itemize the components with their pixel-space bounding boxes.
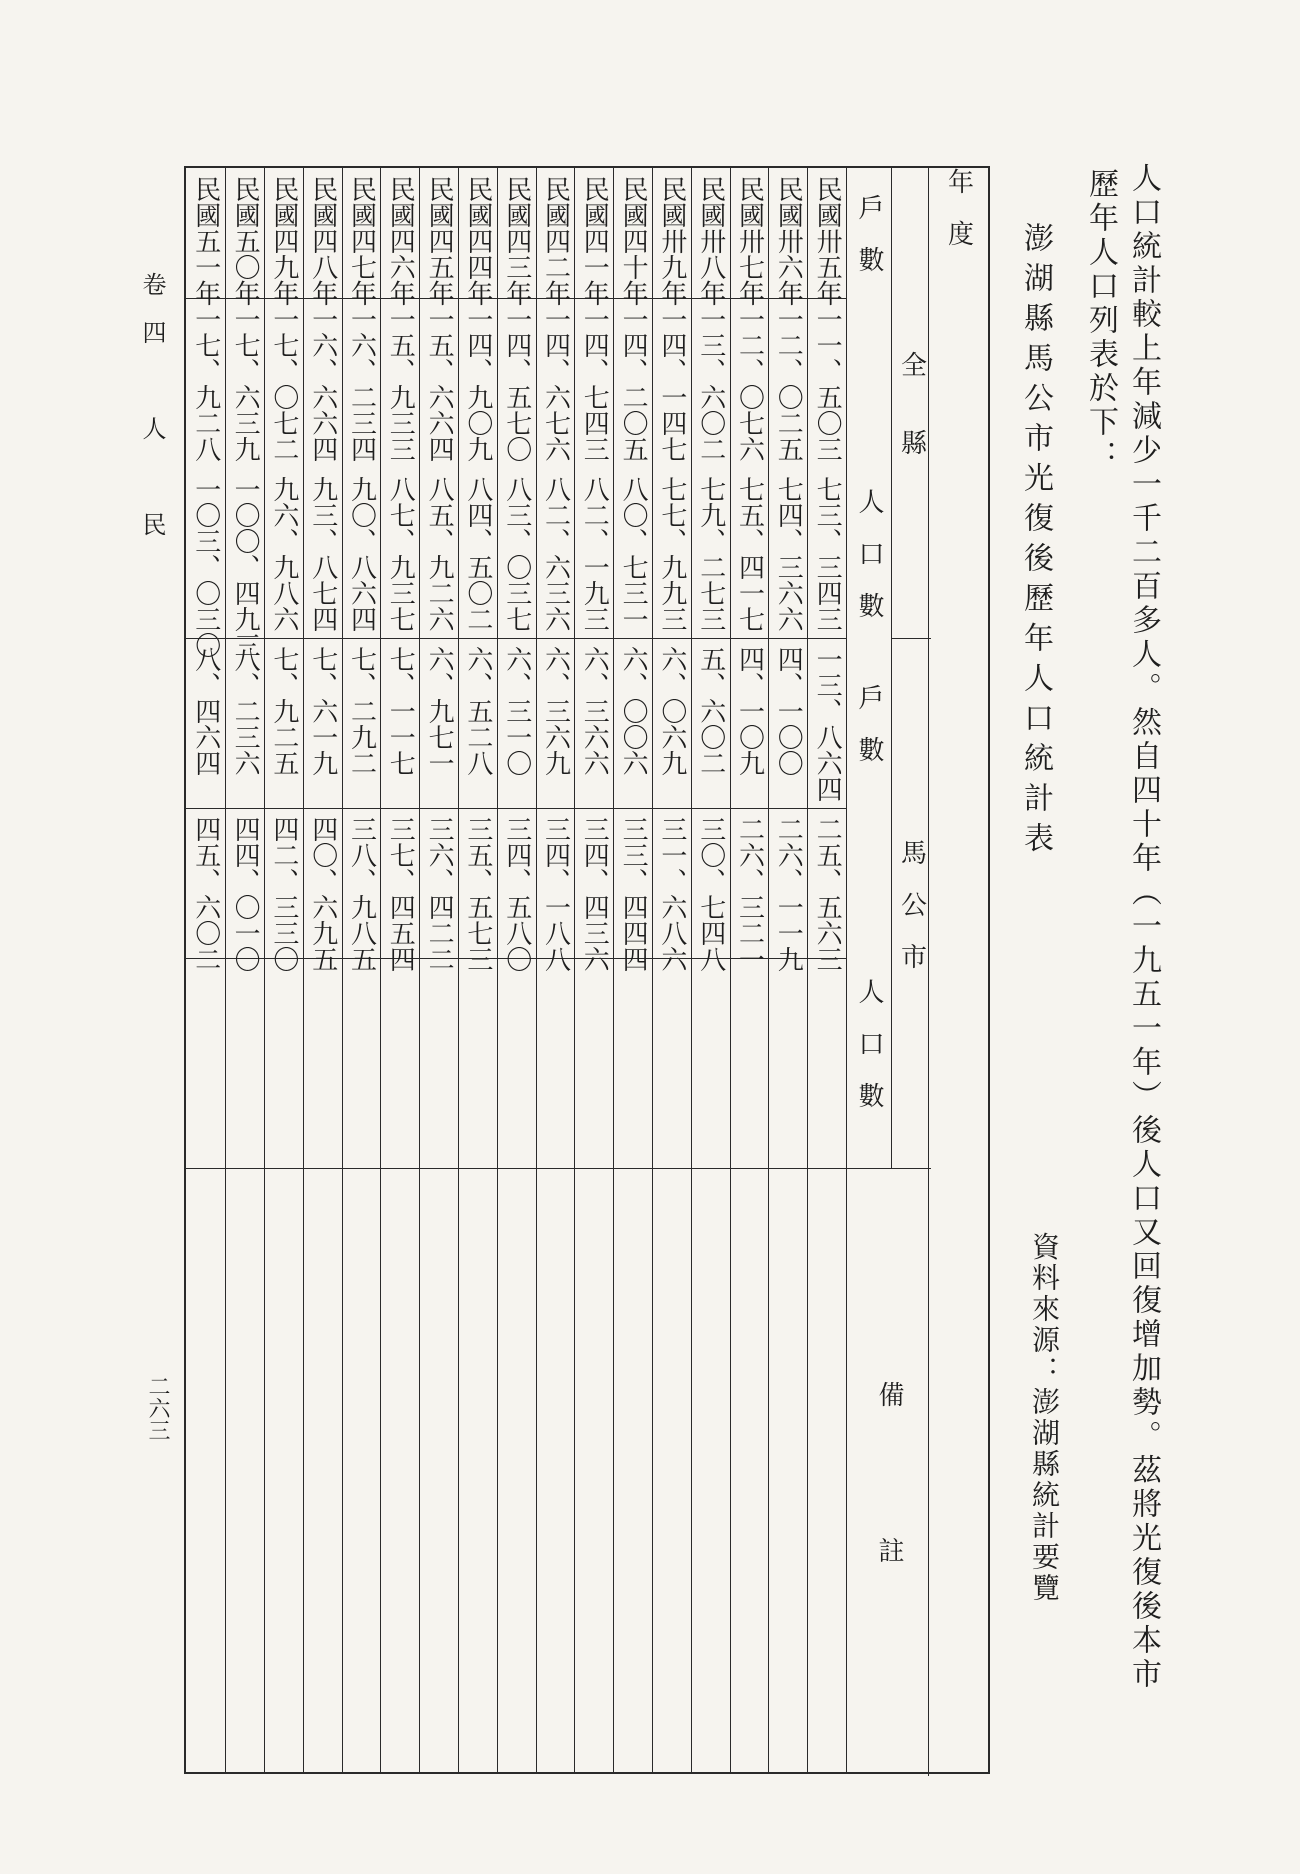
table-cell-text: 一七、九二八: [190, 306, 221, 462]
table-cell-year: [226, 176, 264, 306]
table-cell-text: 一四、九〇九: [462, 306, 493, 462]
table-cell-city-population: [459, 816, 497, 972]
table-cell-text: 一四、二〇五: [618, 306, 649, 462]
table-cell-county-households: [731, 306, 769, 460]
table-cell-text: 四〇、六九五: [307, 816, 338, 972]
table-cell-county-population: [420, 476, 458, 630]
table-cell-text: 民國四七年: [346, 176, 377, 306]
table-cell-text: 一四、一四七: [656, 306, 687, 462]
table-cell-county-households: [653, 306, 691, 460]
table-cell-text: 七、九二五: [268, 646, 299, 776]
table-cell-county-population: [769, 476, 807, 630]
table-cell-text: 一二、〇二五: [773, 306, 804, 462]
table-cell-county-households: [186, 306, 225, 460]
table-cell-text: 九〇、八六四: [346, 476, 377, 632]
table-cell-city-population: [226, 816, 264, 972]
table-cell-text: 民國四五年: [424, 176, 455, 306]
table-cell-text: 民國四九年: [268, 176, 299, 306]
table-cell-year: [614, 176, 652, 306]
table-cell-city-population: [614, 816, 652, 972]
table-cell-county-population: [226, 476, 264, 658]
chapter-label: 卷四 人 民: [138, 272, 166, 560]
table-cell-city-population: [575, 816, 613, 972]
table-cell-text: 二六、一一九: [773, 816, 804, 972]
table-cell-year: [769, 176, 807, 306]
header-county-label-cell: [891, 168, 931, 638]
table-cell-city-households: [265, 646, 303, 800]
table-cell-city-households: [459, 646, 497, 800]
table-cell-year: [731, 176, 769, 306]
table-cell-text: 一一、五〇三: [812, 306, 843, 462]
table-cell-year: [459, 176, 497, 306]
table-cell-county-households: [808, 306, 846, 460]
table-cell-county-population: [498, 476, 536, 630]
table-cell-text: 七、六一九: [307, 646, 338, 776]
table-cell-county-population: [265, 476, 303, 630]
table-row: [652, 168, 691, 1772]
table-cell-county-population: [537, 476, 575, 630]
header-city-label: 馬 公 市: [896, 838, 927, 969]
table-cell-text: 三六、四二二: [424, 816, 455, 972]
table-row: [186, 168, 225, 1772]
table-cell-text: 八三、〇三七: [501, 476, 532, 632]
table-cell-text: 民國卅六年: [773, 176, 804, 306]
table-cell-city-households: [769, 646, 807, 800]
table-cell-city-population: [304, 816, 342, 972]
table-cell-city-households: [731, 646, 769, 800]
table-cell-text: 二五、五六三: [812, 816, 843, 972]
table-cell-city-households: [653, 646, 691, 800]
table-cell-text: 一三、八六四: [812, 646, 843, 802]
table-cell-text: 五、六〇二: [695, 646, 726, 776]
table-cell-text: 一六、二三四: [346, 306, 377, 462]
table-cell-text: 三一、六八六: [656, 816, 687, 972]
table-cell-year: [653, 176, 691, 306]
table-cell-city-households: [614, 646, 652, 800]
header-subcol-cell: [846, 168, 891, 1168]
table-cell-text: 一〇〇、四九三: [230, 476, 261, 658]
table-cell-county-population: [459, 476, 497, 630]
intro-text-line-1: 人口統計較上年減少一千二百多人。然自四十年（一九五一年）後人口又回復增加勢。茲將光復後本市: [1126, 162, 1161, 1692]
table-cell-county-population: [575, 476, 613, 630]
table-row: [807, 168, 846, 1772]
table-cell-text: 一七、〇七二: [268, 306, 299, 462]
table-cell-text: 民國卅五年: [812, 176, 843, 306]
table-cell-city-population: [537, 816, 575, 972]
table-cell-city-population: [186, 816, 225, 972]
table-cell-text: 八二、一九三: [579, 476, 610, 632]
table-cell-city-households: [186, 646, 225, 800]
table-cell-city-households: [575, 646, 613, 800]
table-row: [303, 168, 342, 1772]
table-cell-text: 民國卅七年: [734, 176, 765, 306]
table-cell-county-households: [692, 306, 730, 460]
table-cell-city-population: [653, 816, 691, 972]
table-cell-county-households: [226, 306, 264, 460]
table-cell-year: [575, 176, 613, 306]
table-cell-city-households: [226, 646, 264, 800]
table-cell-text: 八四、五〇二: [462, 476, 493, 632]
table-cell-text: 八七、九三七: [385, 476, 416, 632]
table-cell-city-households: [692, 646, 730, 800]
table-cell-text: 六、三六九: [540, 646, 571, 776]
table-cell-text: 一四、七四三: [579, 306, 610, 462]
table-cell-text: 一五、六六四: [424, 306, 455, 462]
table-cell-county-households: [381, 306, 419, 460]
table-cell-text: 六、〇〇六: [618, 646, 649, 776]
table-cell-text: 九六、九八六: [268, 476, 299, 632]
table-cell-county-population: [304, 476, 342, 630]
table-cell-text: 六、九七一: [424, 646, 455, 776]
table-cell-text: 七四、三六六: [773, 476, 804, 632]
table-cell-county-households: [498, 306, 536, 460]
table-cell-text: 民國四二年: [540, 176, 571, 306]
table-cell-text: 六、五二八: [462, 646, 493, 776]
table-row: [419, 168, 458, 1772]
table-cell-text: 一四、五七〇: [501, 306, 532, 462]
header-year-label: 年 度: [943, 168, 974, 246]
table-cell-year: [186, 176, 225, 306]
table-cell-text: 四五、六〇二: [190, 816, 221, 972]
table-cell-text: 七五、四一七: [734, 476, 765, 632]
table-cell-city-population: [265, 816, 303, 972]
table-row: [380, 168, 419, 1772]
table-cell-county-households: [265, 306, 303, 460]
table-cell-county-population: [614, 476, 652, 630]
table-cell-county-population: [731, 476, 769, 630]
table-cell-county-population: [692, 476, 730, 630]
table-cell-text: 一四、六七六: [540, 306, 571, 462]
table-cell-text: 一二、〇七六: [734, 306, 765, 462]
table-cell-county-population: [343, 476, 381, 630]
table-cell-county-households: [575, 306, 613, 460]
table-cell-text: 四二、三三〇: [268, 816, 299, 972]
table-cell-year: [420, 176, 458, 306]
table-cell-text: 三四、一八八: [540, 816, 571, 972]
table-cell-text: 三四、五八〇: [501, 816, 532, 972]
table-cell-city-households: [420, 646, 458, 800]
table-row: [691, 168, 730, 1772]
header-county-population: 人 口 數: [854, 488, 884, 618]
table-cell-city-households: [381, 646, 419, 800]
table-row: [574, 168, 613, 1772]
header-remarks: 備 註: [874, 1380, 904, 1563]
table-cell-text: 三〇、七四八: [695, 816, 726, 972]
table-cell-text: 民國四三年: [501, 176, 532, 306]
header-city-households: 戶 數: [854, 684, 884, 762]
table-cell-city-households: [343, 646, 381, 800]
table-cell-text: 三八、九八五: [346, 816, 377, 972]
source-note: 資料來源：澎湖縣統計要覽: [1028, 1232, 1061, 1604]
table-cell-county-households: [614, 306, 652, 460]
table-cell-county-population: [186, 476, 225, 658]
table-cell-text: 民國四十年: [618, 176, 649, 306]
table-cell-text: 六、三一〇: [501, 646, 532, 776]
table-cell-text: 八五、九二六: [424, 476, 455, 632]
table-cell-text: 八、四六四: [190, 646, 221, 776]
table-cell-text: 一六、六六四: [307, 306, 338, 462]
table-cell-county-households: [304, 306, 342, 460]
table-cell-county-population: [808, 476, 846, 630]
header-year: [928, 168, 988, 1776]
header-remarks-cell: [846, 1168, 931, 1774]
table-cell-city-households: [304, 646, 342, 800]
table-cell-year: [692, 176, 730, 306]
table-row: [768, 168, 807, 1772]
table-cell-text: 一〇三、〇三〇: [190, 476, 221, 658]
table-cell-city-population: [343, 816, 381, 972]
table-cell-text: 八、二三六: [230, 646, 261, 776]
table-cell-text: 民國四一年: [579, 176, 610, 306]
table-cell-year: [304, 176, 342, 306]
table-cell-county-households: [459, 306, 497, 460]
table-cell-city-households: [808, 646, 846, 800]
table-cell-city-population: [731, 816, 769, 972]
table-cell-year: [381, 176, 419, 306]
table-cell-city-population: [498, 816, 536, 972]
table-cell-year: [537, 176, 575, 306]
table-cell-text: 一五、九三三: [385, 306, 416, 462]
header-city-population: 人 口 數: [854, 978, 884, 1108]
table-cell-text: 三三、四四四: [618, 816, 649, 972]
table-cell-text: 民國四八年: [307, 176, 338, 306]
table-cell-text: 七、一一七: [385, 646, 416, 776]
table-cell-text: 民國四四年: [462, 176, 493, 306]
table-cell-text: 六、三六六: [579, 646, 610, 776]
header-county-label: 全 縣: [896, 351, 927, 455]
table-cell-text: 八〇、七三一: [618, 476, 649, 632]
header-city-label-cell: [891, 638, 931, 1168]
table-cell-text: 二六、三二一: [734, 816, 765, 972]
table-cell-text: 七三、三四三: [812, 476, 843, 632]
table-cell-text: 民國卅八年: [695, 176, 726, 306]
table-cell-text: 一七、六三九: [230, 306, 261, 462]
table-cell-text: 八二、六三六: [540, 476, 571, 632]
table-cell-text: 民國四六年: [385, 176, 416, 306]
table-cell-year: [265, 176, 303, 306]
table-cell-text: 三四、四三六: [579, 816, 610, 972]
table-cell-county-population: [381, 476, 419, 630]
table-cell-text: 三七、四五四: [385, 816, 416, 972]
table-cell-text: 民國五一年: [190, 176, 221, 306]
table-cell-city-households: [537, 646, 575, 800]
table-cell-text: 四、一〇〇: [773, 646, 804, 776]
table-cell-city-population: [420, 816, 458, 972]
table-cell-year: [498, 176, 536, 306]
table-cell-city-households: [498, 646, 536, 800]
table-cell-year: [343, 176, 381, 306]
table-cell-text: 七、二九二: [346, 646, 377, 776]
table-row: [730, 168, 769, 1772]
table-row: [225, 168, 264, 1772]
table-row: [613, 168, 652, 1772]
table-cell-county-households: [420, 306, 458, 460]
table-cell-county-households: [537, 306, 575, 460]
table-cell-text: 七九、二七三: [695, 476, 726, 632]
table-cell-city-population: [769, 816, 807, 972]
page-number: 二六三: [145, 1375, 170, 1441]
table-cell-city-population: [808, 816, 846, 972]
table-cell-county-households: [769, 306, 807, 460]
table-row: [497, 168, 536, 1772]
table-cell-text: 三五、五七三: [462, 816, 493, 972]
header-county-households: 戶 數: [854, 194, 884, 272]
table-cell-text: 四、一〇九: [734, 646, 765, 776]
table-cell-text: 民國五〇年: [230, 176, 261, 306]
table-row: [264, 168, 303, 1772]
population-table: [184, 166, 990, 1774]
table-cell-text: 一三、六〇二: [695, 306, 726, 462]
table-cell-year: [808, 176, 846, 306]
table-cell-county-households: [343, 306, 381, 460]
table-row: [536, 168, 575, 1772]
table-cell-text: 七七、九九三: [656, 476, 687, 632]
table-cell-city-population: [692, 816, 730, 972]
table-title: 澎湖縣馬公市光復後歷年人口統計表: [1018, 222, 1053, 862]
table-row: [458, 168, 497, 1772]
table-cell-text: 民國卅九年: [656, 176, 687, 306]
table-cell-city-population: [381, 816, 419, 972]
table-cell-text: 四四、〇一〇: [230, 816, 261, 972]
table-row: [342, 168, 381, 1772]
table-cell-county-population: [653, 476, 691, 630]
table-cell-text: 六、〇六九: [656, 646, 687, 776]
table-cell-text: 九三、八七四: [307, 476, 338, 632]
intro-text-line-2: 歷年人口列表於下：: [1083, 168, 1118, 474]
